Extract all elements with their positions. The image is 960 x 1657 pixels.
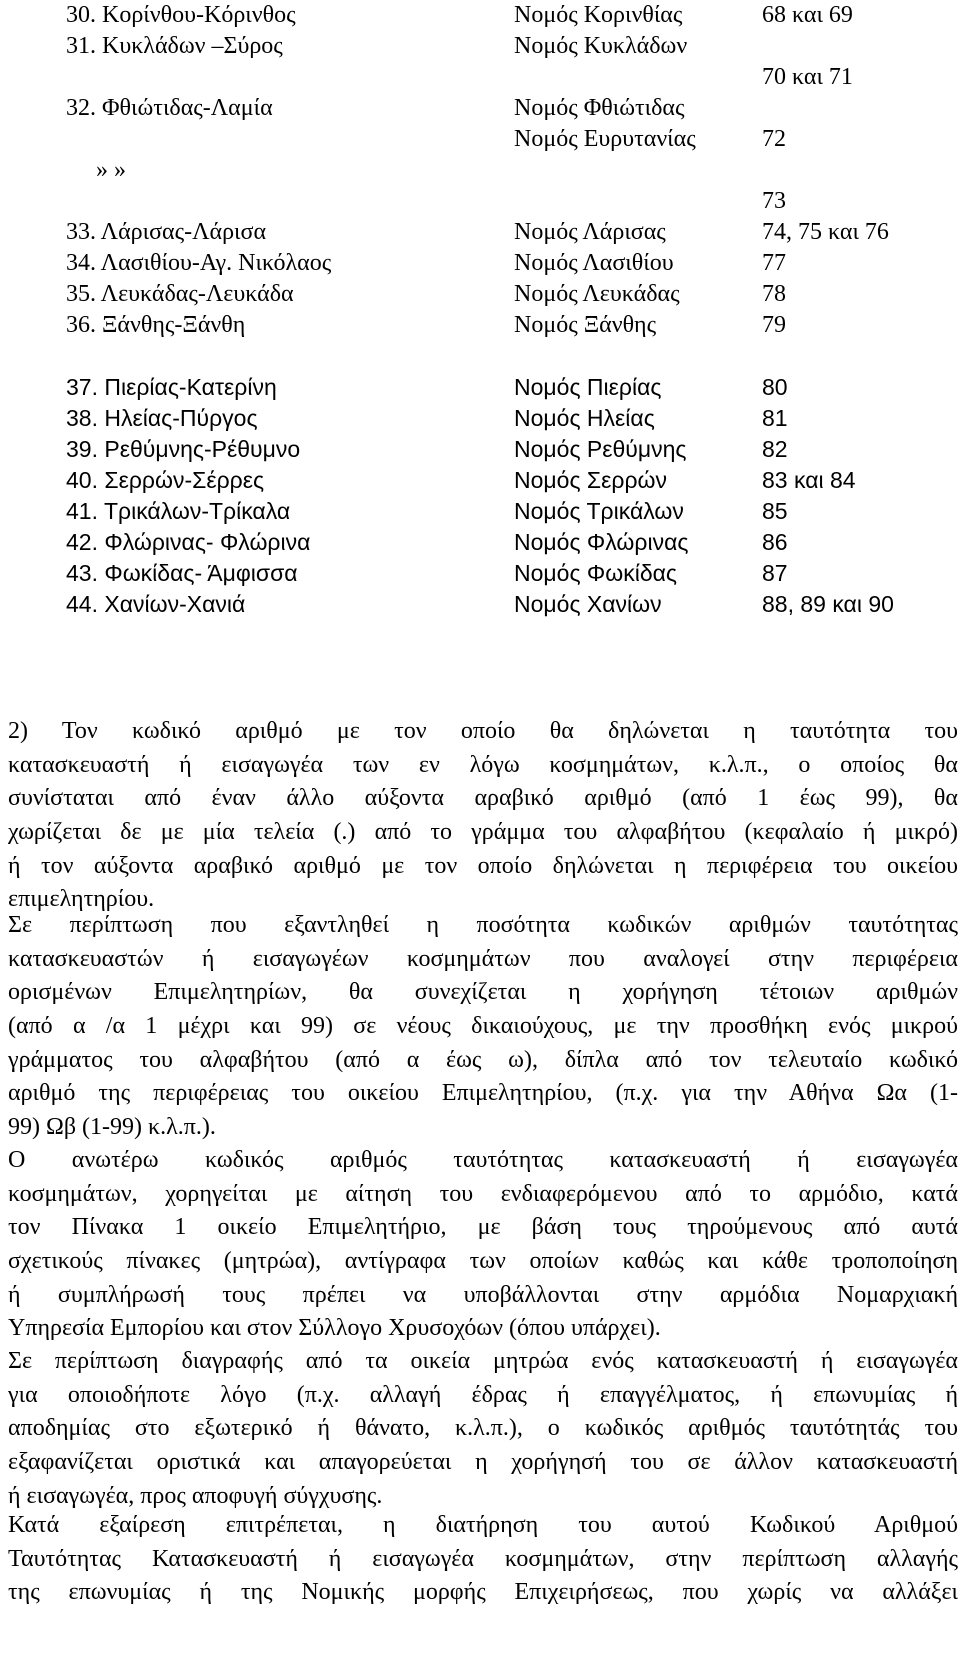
prefecture-cell: Νομός Κορινθίας	[514, 2, 683, 28]
prefecture-cell: Νομός Ευρυτανίας	[514, 126, 696, 152]
text-line: Σε περίπτωση διαγραφής από τα οικεία μητρώα ενός κατασκευαστή ή εισαγωγέα	[8, 1348, 958, 1374]
table-number-cell: 80	[762, 374, 788, 400]
text-line: κατασκευαστών ή εισαγωγέων κοσμημάτων που αναλογεί στην περιφέρεια	[8, 945, 958, 972]
table-number-cell: 83 και 84	[762, 467, 856, 493]
prefecture-cell: Νομός Φλώρινας	[514, 529, 689, 555]
table-row	[0, 465, 960, 495]
paragraph	[8, 1345, 958, 1513]
text-line: αποδημίας στο εξωτερικό ή θάνατο, κ.λ.π.), ο κωδικός αριθμός ταυτότητάς του	[8, 1415, 958, 1442]
chamber-cell: 31. Κυκλάδων –Σύρος	[66, 33, 283, 59]
table-number-cell: 77	[762, 250, 786, 276]
prefecture-cell: Νομός Λάρισας	[514, 219, 666, 245]
chamber-cell: 36. Ξάνθης-Ξάνθη	[66, 312, 246, 338]
table-number-cell: 78	[762, 281, 786, 307]
table-row	[0, 558, 960, 588]
table-row	[0, 62, 960, 92]
text-line: (από α /α 1 μέχρι και 99) σε νέους δικαιούχους, με την προσθήκη ενός μικρού	[8, 1013, 958, 1040]
table-number-cell: 74, 75 και 76	[762, 219, 889, 245]
table-row	[0, 31, 960, 61]
prefecture-cell: Νομός Ηλείας	[514, 405, 655, 431]
table-row	[0, 310, 960, 340]
table-number-cell: 68 και 69	[762, 2, 853, 28]
paragraph	[8, 909, 958, 1145]
table-row	[0, 155, 960, 185]
chamber-cell: 40. Σερρών-Σέρρες	[66, 467, 265, 493]
table-row	[0, 0, 960, 30]
chamber-cell: 35. Λευκάδας-Λευκάδα	[66, 281, 294, 307]
table-number-cell: 81	[762, 405, 788, 431]
table-row	[0, 279, 960, 309]
prefecture-cell: Νομός Κυκλάδων	[514, 33, 688, 59]
table-number-cell: 70 και 71	[762, 64, 853, 90]
table-number-cell: 82	[762, 436, 788, 462]
table-row	[0, 248, 960, 278]
text-line: γράμματος του αλφαβήτου (από α έως ω), δίπλα από τον τελευταίο κωδικό	[8, 1046, 958, 1073]
paragraph	[8, 1509, 958, 1610]
text-line: κατασκευαστή ή εισαγωγέα των εν λόγω κοσμημάτων, κ.λ.π., ο οποίος θα	[8, 751, 958, 778]
chamber-cell: 41. Τρικάλων-Τρίκαλα	[66, 498, 291, 524]
prefecture-cell: Νομός Ξάνθης	[514, 312, 657, 338]
chamber-cell: 34. Λασιθίου-Αγ. Νικόλαος	[66, 250, 332, 276]
table-row	[0, 124, 960, 154]
chamber-cell: » »	[96, 157, 126, 183]
table-row	[0, 403, 960, 433]
table-number-cell: 88, 89 και 90	[762, 591, 894, 617]
prefecture-cell: Νομός Φθιώτιδας	[514, 95, 685, 121]
text-line: 99) Ωβ (1-99) κ.λ.π.).	[8, 1114, 216, 1141]
text-line: κοσμημάτων, χορηγείται με αίτηση του ενδιαφερόμενου από το αρμόδιο, κατά	[8, 1180, 958, 1207]
chamber-cell: 39. Ρεθύμνης-Ρέθυμνο	[66, 436, 301, 462]
table-row	[0, 372, 960, 402]
prefecture-cell: Νομός Σερρών	[514, 467, 668, 493]
text-line: Ταυτότητας Κατασκευαστή ή εισαγωγέα κοσμημάτων, στην περίπτωση αλλαγής	[8, 1545, 958, 1572]
text-line: Ο ανωτέρω κωδικός αριθμός ταυτότητας κατασκευαστή ή εισαγωγέα	[8, 1147, 958, 1173]
table-number-cell: 86	[762, 529, 788, 555]
text-line: συνίσταται από έναν άλλο αύξοντα αραβικό αριθμό (από 1 έως 99), θα	[8, 785, 958, 812]
text-line: αριθμό της περιφέρειας του οικείου Επιμελητηρίου, (π.χ. για την Αθήνα Ωα (1-	[8, 1080, 958, 1107]
chamber-cell: 38. Ηλείας-Πύργος	[66, 405, 258, 431]
text-line: ή συμπλήρωσή τους πρέπει να υποβάλλονται στην αρμόδια Νομαρχιακή	[8, 1281, 958, 1308]
text-line: τον Πίνακα 1 οικείο Επιμελητήριο, με βάση τους τηρούμενους από αυτά	[8, 1214, 958, 1241]
table-row	[0, 496, 960, 526]
text-line: Σε περίπτωση που εξαντληθεί η ποσότητα κωδικών αριθμών ταυτότητας	[8, 912, 958, 938]
table-row	[0, 589, 960, 619]
text-line: για οποιοδήποτε λόγο (π.χ. αλλαγή έδρας ή επαγγέλματος, ή επωνυμίας ή	[8, 1381, 958, 1408]
text-line: της επωνυμίας ή της Νομικής μορφής Επιχειρήσεως, που χωρίς να αλλάξει	[8, 1579, 958, 1606]
chamber-cell: 42. Φλώρινας- Φλώρινα	[66, 529, 311, 555]
table-number-cell: 79	[762, 312, 786, 338]
chamber-cell: 44. Χανίων-Χανιά	[66, 591, 246, 617]
table-row	[0, 186, 960, 216]
table-number-cell: 73	[762, 188, 786, 214]
text-line: σχετικούς πίνακες (μητρώα), αντίγραφα των οποίων καθώς και κάθε τροποποίηση	[8, 1248, 958, 1275]
text-line: ορισμένων Επιμελητηρίων, θα συνεχίζεται η χορήγηση τέτοιων αριθμών	[8, 979, 958, 1006]
table-number-cell: 72	[762, 126, 786, 152]
table-number-cell: 85	[762, 498, 788, 524]
text-line: 2) Τον κωδικό αριθμό με τον οποίο θα δηλώνεται η ταυτότητα του	[8, 718, 958, 744]
chamber-cell: 32. Φθιώτιδας-Λαμία	[66, 95, 273, 121]
text-line: εξαφανίζεται οριστικά και απαγορεύεται η χορήγησή του σε άλλον κατασκευαστή	[8, 1449, 958, 1476]
paragraph	[8, 1144, 958, 1346]
text-line: Υπηρεσία Εμπορίου και στον Σύλλογο Χρυσοχόων (όπου υπάρχει).	[8, 1315, 661, 1342]
table-row	[0, 434, 960, 464]
table-row	[0, 93, 960, 123]
chamber-cell: 30. Κορίνθου-Κόρινθος	[66, 2, 296, 28]
text-line: χωρίζεται δε με μία τελεία (.) από το γράμμα του αλφαβήτου (κεφαλαίο ή μικρό)	[8, 819, 958, 846]
table-number-cell: 87	[762, 560, 788, 586]
text-line: ή εισαγωγέα, προς αποφυγή σύγχυσης.	[8, 1482, 383, 1509]
prefecture-cell: Νομός Τρικάλων	[514, 498, 684, 524]
prefecture-cell: Νομός Ρεθύμνης	[514, 436, 687, 462]
chamber-cell: 43. Φωκίδας- Άμφισσα	[66, 560, 298, 586]
table-row	[0, 527, 960, 557]
chamber-cell: 33. Λάρισας-Λάρισα	[66, 219, 267, 245]
prefecture-cell: Νομός Φωκίδας	[514, 560, 678, 586]
prefecture-cell: Νομός Λασιθίου	[514, 250, 674, 276]
text-line: Κατά εξαίρεση επιτρέπεται, η διατήρηση του αυτού Κωδικού Αριθμού	[8, 1512, 958, 1538]
prefecture-cell: Νομός Πιερίας	[514, 374, 662, 400]
text-line: επιμελητηρίου.	[8, 886, 155, 913]
table-row	[0, 217, 960, 247]
prefecture-cell: Νομός Χανίων	[514, 591, 662, 617]
paragraph	[8, 715, 958, 917]
prefecture-cell: Νομός Λευκάδας	[514, 281, 680, 307]
chamber-cell: 37. Πιερίας-Κατερίνη	[66, 374, 277, 400]
text-line: ή τον αύξοντα αραβικό αριθμό με τον οποίο δηλώνεται η περιφέρεια του οικείου	[8, 852, 958, 879]
